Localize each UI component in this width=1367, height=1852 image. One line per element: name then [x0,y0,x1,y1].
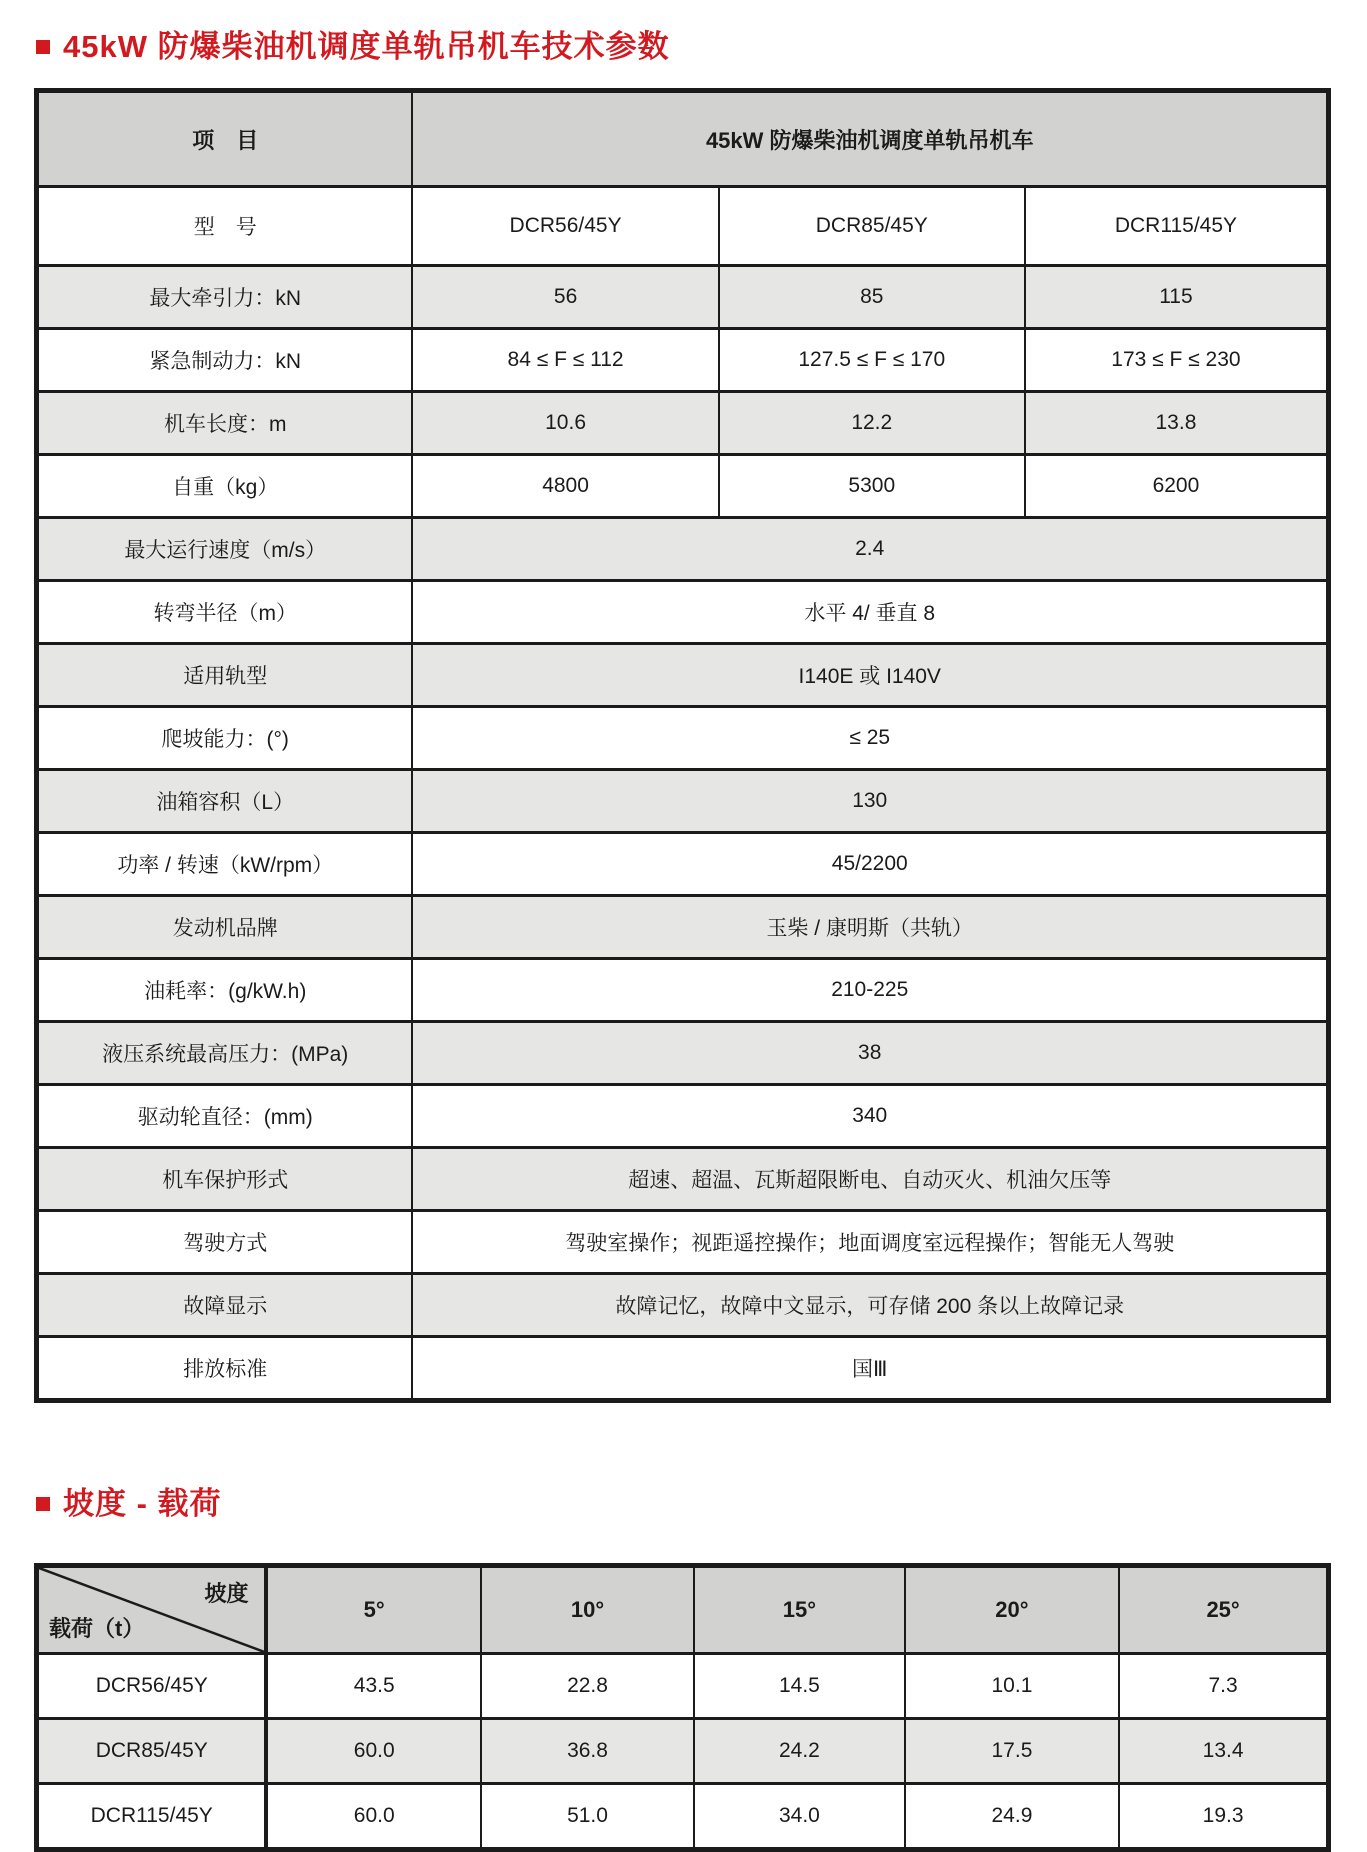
load-section-heading: 坡度 - 载荷 [63,1486,222,1522]
load-value-cell: 24.9 [905,1784,1119,1850]
spec-value-cell: 38 [412,1022,1328,1085]
spec-table [34,88,1331,1403]
load-table-row [37,1719,1329,1784]
load-value-cell: 10.1 [905,1654,1119,1719]
load-table-row [37,1784,1329,1850]
spec-table-row [37,1211,1329,1274]
spec-row-label: 紧急制动力：kN [37,329,413,392]
spec-table-row [37,1022,1329,1085]
load-value-cell: 13.4 [1119,1719,1328,1784]
spec-value-cell: DCR85/45Y [719,187,1025,266]
load-column-header: 5° [266,1566,480,1654]
spec-value-cell: DCR115/45Y [1025,187,1329,266]
spec-table-row [37,896,1329,959]
load-value-cell: 36.8 [481,1719,694,1784]
spec-value-cell: 127.5 ≤ F ≤ 170 [719,329,1025,392]
spec-table-row [37,770,1329,833]
red-square-bullet-icon [36,1497,50,1511]
spec-value-cell: 12.2 [719,392,1025,455]
spec-value-cell: 2.4 [412,518,1328,581]
load-value-cell: 60.0 [266,1719,480,1784]
load-row-label: DCR85/45Y [37,1719,267,1784]
spec-table-row [37,833,1329,896]
spec-row-label: 功率 / 转速（kW/rpm） [37,833,413,896]
load-table [34,1563,1331,1852]
spec-value-cell: 10.6 [412,392,718,455]
spec-value-cell: 85 [719,266,1025,329]
spec-row-label: 型 号 [37,187,413,266]
spec-row-label: 机车保护形式 [37,1148,413,1211]
load-row-label: DCR56/45Y [37,1654,267,1719]
spec-value-cell: 340 [412,1085,1328,1148]
load-table-diagonal-header [37,1566,267,1654]
spec-row-label: 驾驶方式 [37,1211,413,1274]
spec-table-row [37,392,1329,455]
spec-row-label: 排放标准 [37,1337,413,1401]
spec-table-row [37,1274,1329,1337]
spec-value-cell: DCR56/45Y [412,187,718,266]
spec-value-cell: 130 [412,770,1328,833]
red-square-bullet-icon [36,40,50,54]
load-row-label: DCR115/45Y [37,1784,267,1850]
load-value-cell: 19.3 [1119,1784,1328,1850]
spec-row-label: 自重（kg） [37,455,413,518]
spec-row-label: 油箱容积（L） [37,770,413,833]
load-column-header: 25° [1119,1566,1328,1654]
spec-table-row [37,959,1329,1022]
spec-value-cell: 水平 4/ 垂直 8 [412,581,1328,644]
load-value-cell: 7.3 [1119,1654,1328,1719]
spec-row-label: 故障显示 [37,1274,413,1337]
spec-table-row [37,455,1329,518]
spec-row-label: 爬坡能力：(°) [37,707,413,770]
spec-section-title [36,30,1333,64]
spec-table-row [37,1148,1329,1211]
spec-table-row [37,581,1329,644]
spec-row-label: 油耗率：(g/kW.h) [37,959,413,1022]
load-section-title [36,1487,1333,1521]
load-value-cell: 51.0 [481,1784,694,1850]
spec-value-cell: I140E 或 I140V [412,644,1328,707]
load-value-cell: 43.5 [266,1654,480,1719]
spec-table-product-header: 45kW 防爆柴油机调度单轨吊机车 [412,91,1328,187]
spec-value-cell: 5300 [719,455,1025,518]
spec-value-cell: 4800 [412,455,718,518]
load-column-header: 20° [905,1566,1119,1654]
spec-row-label: 适用轨型 [37,644,413,707]
spec-row-label: 机车长度：m [37,392,413,455]
load-value-cell: 17.5 [905,1719,1119,1784]
spec-value-cell: 驾驶室操作；视距遥控操作；地面调度室远程操作；智能无人驾驶 [412,1211,1328,1274]
spec-table-row [37,329,1329,392]
load-value-cell: 14.5 [694,1654,905,1719]
spec-row-label: 驱动轮直径：(mm) [37,1085,413,1148]
spec-value-cell: 56 [412,266,718,329]
spec-table-row [37,1337,1329,1401]
spec-table-row [37,644,1329,707]
spec-row-label: 液压系统最高压力：(MPa) [37,1022,413,1085]
spec-value-cell: 173 ≤ F ≤ 230 [1025,329,1329,392]
spec-table-item-header: 项 目 [37,91,413,187]
spec-value-cell: 115 [1025,266,1329,329]
load-table-row [37,1654,1329,1719]
spec-row-label: 发动机品牌 [37,896,413,959]
load-value-cell: 60.0 [266,1784,480,1850]
spec-row-label: 转弯半径（m） [37,581,413,644]
spec-table-row [37,707,1329,770]
load-value-cell: 34.0 [694,1784,905,1850]
spec-table-row [37,266,1329,329]
spec-value-cell: 故障记忆，故障中文显示，可存储 200 条以上故障记录 [412,1274,1328,1337]
spec-value-cell: 玉柴 / 康明斯（共轨） [412,896,1328,959]
spec-row-label: 最大牵引力：kN [37,266,413,329]
spec-table-row [37,518,1329,581]
spec-row-label: 最大运行速度（m/s） [37,518,413,581]
spec-value-cell: 超速、超温、瓦斯超限断电、自动灭火、机油欠压等 [412,1148,1328,1211]
spec-value-cell: 210-225 [412,959,1328,1022]
load-value-cell: 22.8 [481,1654,694,1719]
load-column-header: 10° [481,1566,694,1654]
spec-value-cell: 45/2200 [412,833,1328,896]
spec-table-row [37,187,1329,266]
load-column-header: 15° [694,1566,905,1654]
spec-table-row [37,1085,1329,1148]
load-axis-label: 载荷（t） [49,1616,145,1642]
spec-table-header-row [37,91,1329,187]
spec-value-cell: 84 ≤ F ≤ 112 [412,329,718,392]
spec-value-cell: 6200 [1025,455,1329,518]
spec-value-cell: 13.8 [1025,392,1329,455]
spec-value-cell: 国Ⅲ [412,1337,1328,1401]
load-table-header-row [37,1566,1329,1654]
spec-value-cell: ≤ 25 [412,707,1328,770]
load-value-cell: 24.2 [694,1719,905,1784]
slope-axis-label: 坡度 [204,1581,249,1607]
spec-section-heading: 45kW 防爆柴油机调度单轨吊机车技术参数 [63,29,670,64]
